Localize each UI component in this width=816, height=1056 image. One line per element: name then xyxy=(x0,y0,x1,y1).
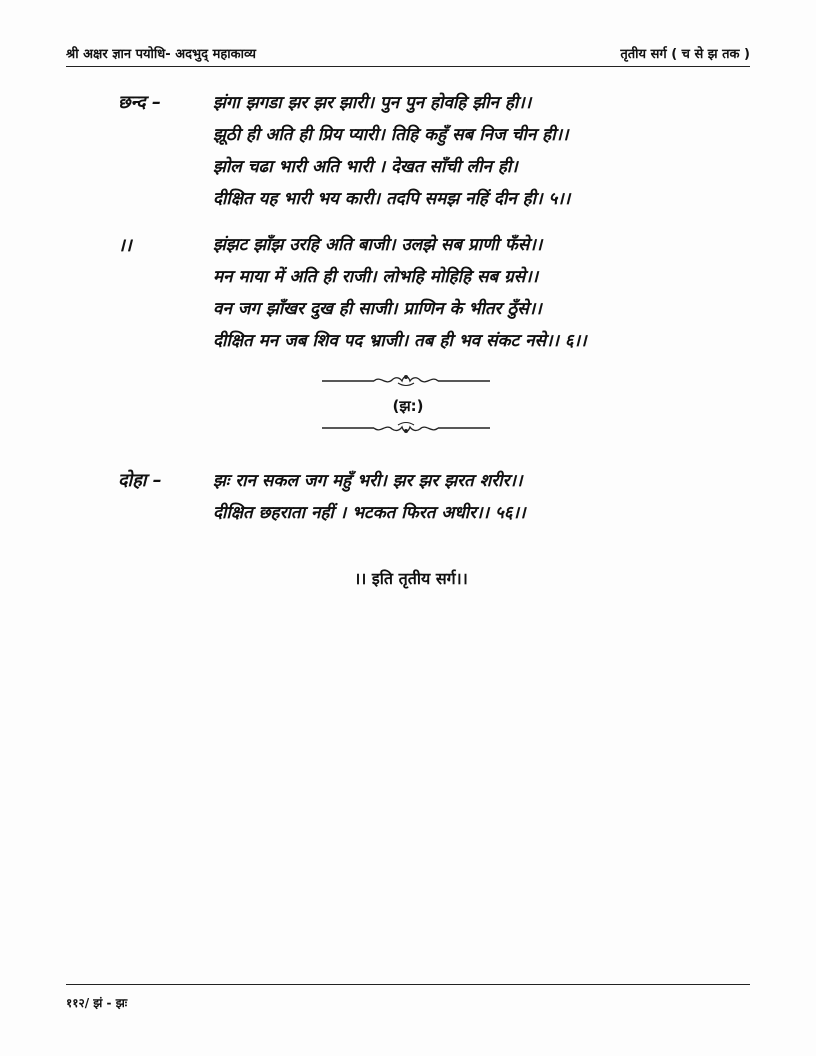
stanza-2-line-1: झंझट झाँझ उरहि अति बाजी। उलझे सब प्राणी फँसे।। xyxy=(213,235,543,255)
doha-line-2: दीक्षित छहराता नहीं । भटकत फिरत अधीर।। ५६।। xyxy=(213,503,526,523)
footer-divider xyxy=(66,984,750,985)
page-header xyxy=(66,44,750,66)
doha-line-1: झः रान सकल जग महुँ भरी। झर झर झरत शरीर।। xyxy=(213,471,523,491)
chapter-ending: ।। इति तृतीय सर्ग।। xyxy=(354,569,468,588)
page-number: ११२/ झं - झः xyxy=(66,996,128,1010)
ornament-divider-bottom xyxy=(322,420,490,436)
stanza-2-line-2: मन माया में अति ही राजी। लोभहि मोहिहि सब ग्रसे।। xyxy=(213,267,539,287)
doha-label: दोहा – xyxy=(118,470,162,491)
header-divider xyxy=(66,66,750,67)
book-title: श्री अक्षर ज्ञान पयोधि- अदभुद् महाकाव्य xyxy=(66,47,256,62)
stanza-1-label: छन्द – xyxy=(118,92,162,113)
section-marker: (झ:) xyxy=(392,397,424,415)
stanza-1-line-4: दीक्षित यह भारी भय कारी। तदपि समझ नहिं दीन ही। ५।। xyxy=(213,189,571,209)
stanza-2-label: ।। xyxy=(118,235,132,256)
stanza-1-line-1: झंगा झगडा झर झर झारी। पुन पुन होवहि झीन ही।। xyxy=(213,93,532,113)
chapter-title: तृतीय सर्ग ( च से झ तक ) xyxy=(620,47,750,62)
stanza-1-line-2: झूठी ही अति ही प्रिय प्यारी। तिहि कहुँ सब निज चीन ही।। xyxy=(213,125,569,145)
stanza-2-line-4: दीक्षित मन जब शिव पद भ्राजी। तब ही भव संकट नसे।। ६।। xyxy=(213,331,587,351)
ornament-divider-top xyxy=(322,372,490,388)
stanza-1-line-3: झोल चढा भारी अति भारी । देखत साँची लीन ही। xyxy=(213,157,518,177)
stanza-2-line-3: वन जग झाँखर दुख ही साजी। प्राणिन के भीतर ठुँसे।। xyxy=(213,299,542,319)
